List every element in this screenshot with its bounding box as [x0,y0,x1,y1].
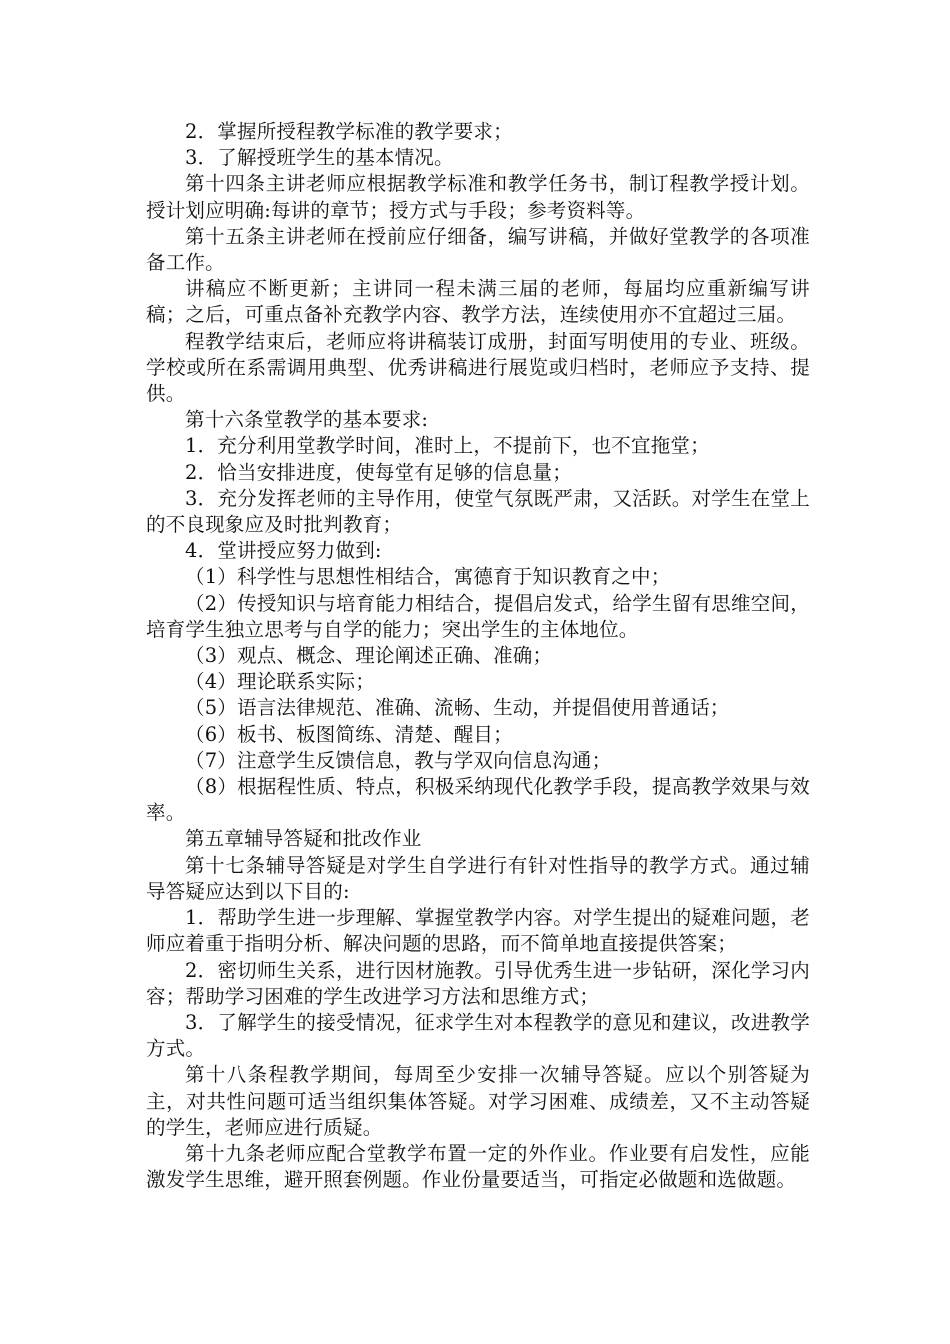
paragraph: （6）板书、板图简练、清楚、醒目； [185,722,513,746]
paragraph: 2．恰当安排进度，使每堂有足够的信息量； [185,460,572,484]
paragraph: 1．充分利用堂教学时间，准时上，不提前下，也不宜拖堂； [185,434,710,458]
paragraph: 4．堂讲授应努力做到: [185,539,382,563]
paragraph: 3．了解授班学生的基本情况。 [185,146,454,170]
paragraph: 第十五条主讲老师在授前应仔细备，编写讲稿，并做好堂教学的各项准备工作。 [146,224,810,275]
paragraph: 程教学结束后，老师应将讲稿装订成册，封面写明使用的专业、班级。学校或所在系需调用典型、优秀讲稿进行展览或归档时，老师应予支持、提供。 [146,329,810,406]
paragraph: （2）传授知识与培育能力相结合，提倡启发式，给学生留有思维空间，培育学生独立思考与自学的能力；突出学生的主体地位。 [146,591,810,641]
chapter-heading: 第五章辅导答疑和批改作业 [185,827,422,851]
paragraph: 第十七条辅导答疑是对学生自学进行有针对性指导的教学方式。通过辅导答疑应达到以下目的: [146,853,810,903]
paragraph: 第十六条堂教学的基本要求: [185,408,429,432]
paragraph: 2．密切师生关系，进行因材施教。引导优秀生进一步钻研，深化学习内容；帮助学习困难的学生改进学习方法和思维方式； [146,958,810,1008]
paragraph: （5）语言法律规范、准确、流畅、生动，并提倡使用普通话； [185,696,730,720]
paragraph: 第十九条老师应配合堂教学布置一定的外作业。作业要有启发性，应能激发学生思维，避开照套例题。作业份量要适当，可指定必做题和选做题。 [146,1141,810,1192]
paragraph: （3）观点、概念、理论阐述正确、准确； [185,644,553,668]
paragraph: 3．充分发挥老师的主导作用，使堂气氛既严肃，又活跃。对学生在堂上的不良现象应及时批判教育； [146,486,810,537]
paragraph: （4）理论联系实际； [185,670,375,694]
paragraph: 第十八条程教学期间，每周至少安排一次辅导答疑。应以个别答疑为主，对共性问题可适当组织集体答疑。对学习困难、成绩差，又不主动答疑的学生，老师应进行质疑。 [146,1063,810,1139]
paragraph: （8）根据程性质、特点，积极采纳现代化教学手段，提高教学效果与效率。 [146,775,810,825]
paragraph: 讲稿应不断更新；主讲同一程未满三届的老师，每届均应重新编写讲稿；之后，可重点备补充教学内容、教学方法，连续使用亦不宜超过三届。 [146,277,810,327]
paragraph: 2．掌握所授程教学标准的教学要求； [185,120,513,143]
paragraph: 3．了解学生的接受情况，征求学生对本程教学的意见和建议，改进教学方式。 [146,1010,810,1061]
paragraph: 1．帮助学生进一步理解、掌握堂教学内容。对学生提出的疑难问题，老师应着重于指明分析、解决问题的思路，而不简单地直接提供答案； [146,906,810,956]
document-body [146,119,810,1193]
paragraph: （1）科学性与思想性相结合，寓德育于知识教育之中； [185,565,671,589]
paragraph: 第十四条主讲老师应根据教学标准和教学任务书，制订程教学授计划。授计划应明确:每讲的章节；授方式与手段；参考资料等。 [146,172,810,222]
paragraph: （7）注意学生反馈信息，教与学双向信息沟通； [185,748,612,772]
